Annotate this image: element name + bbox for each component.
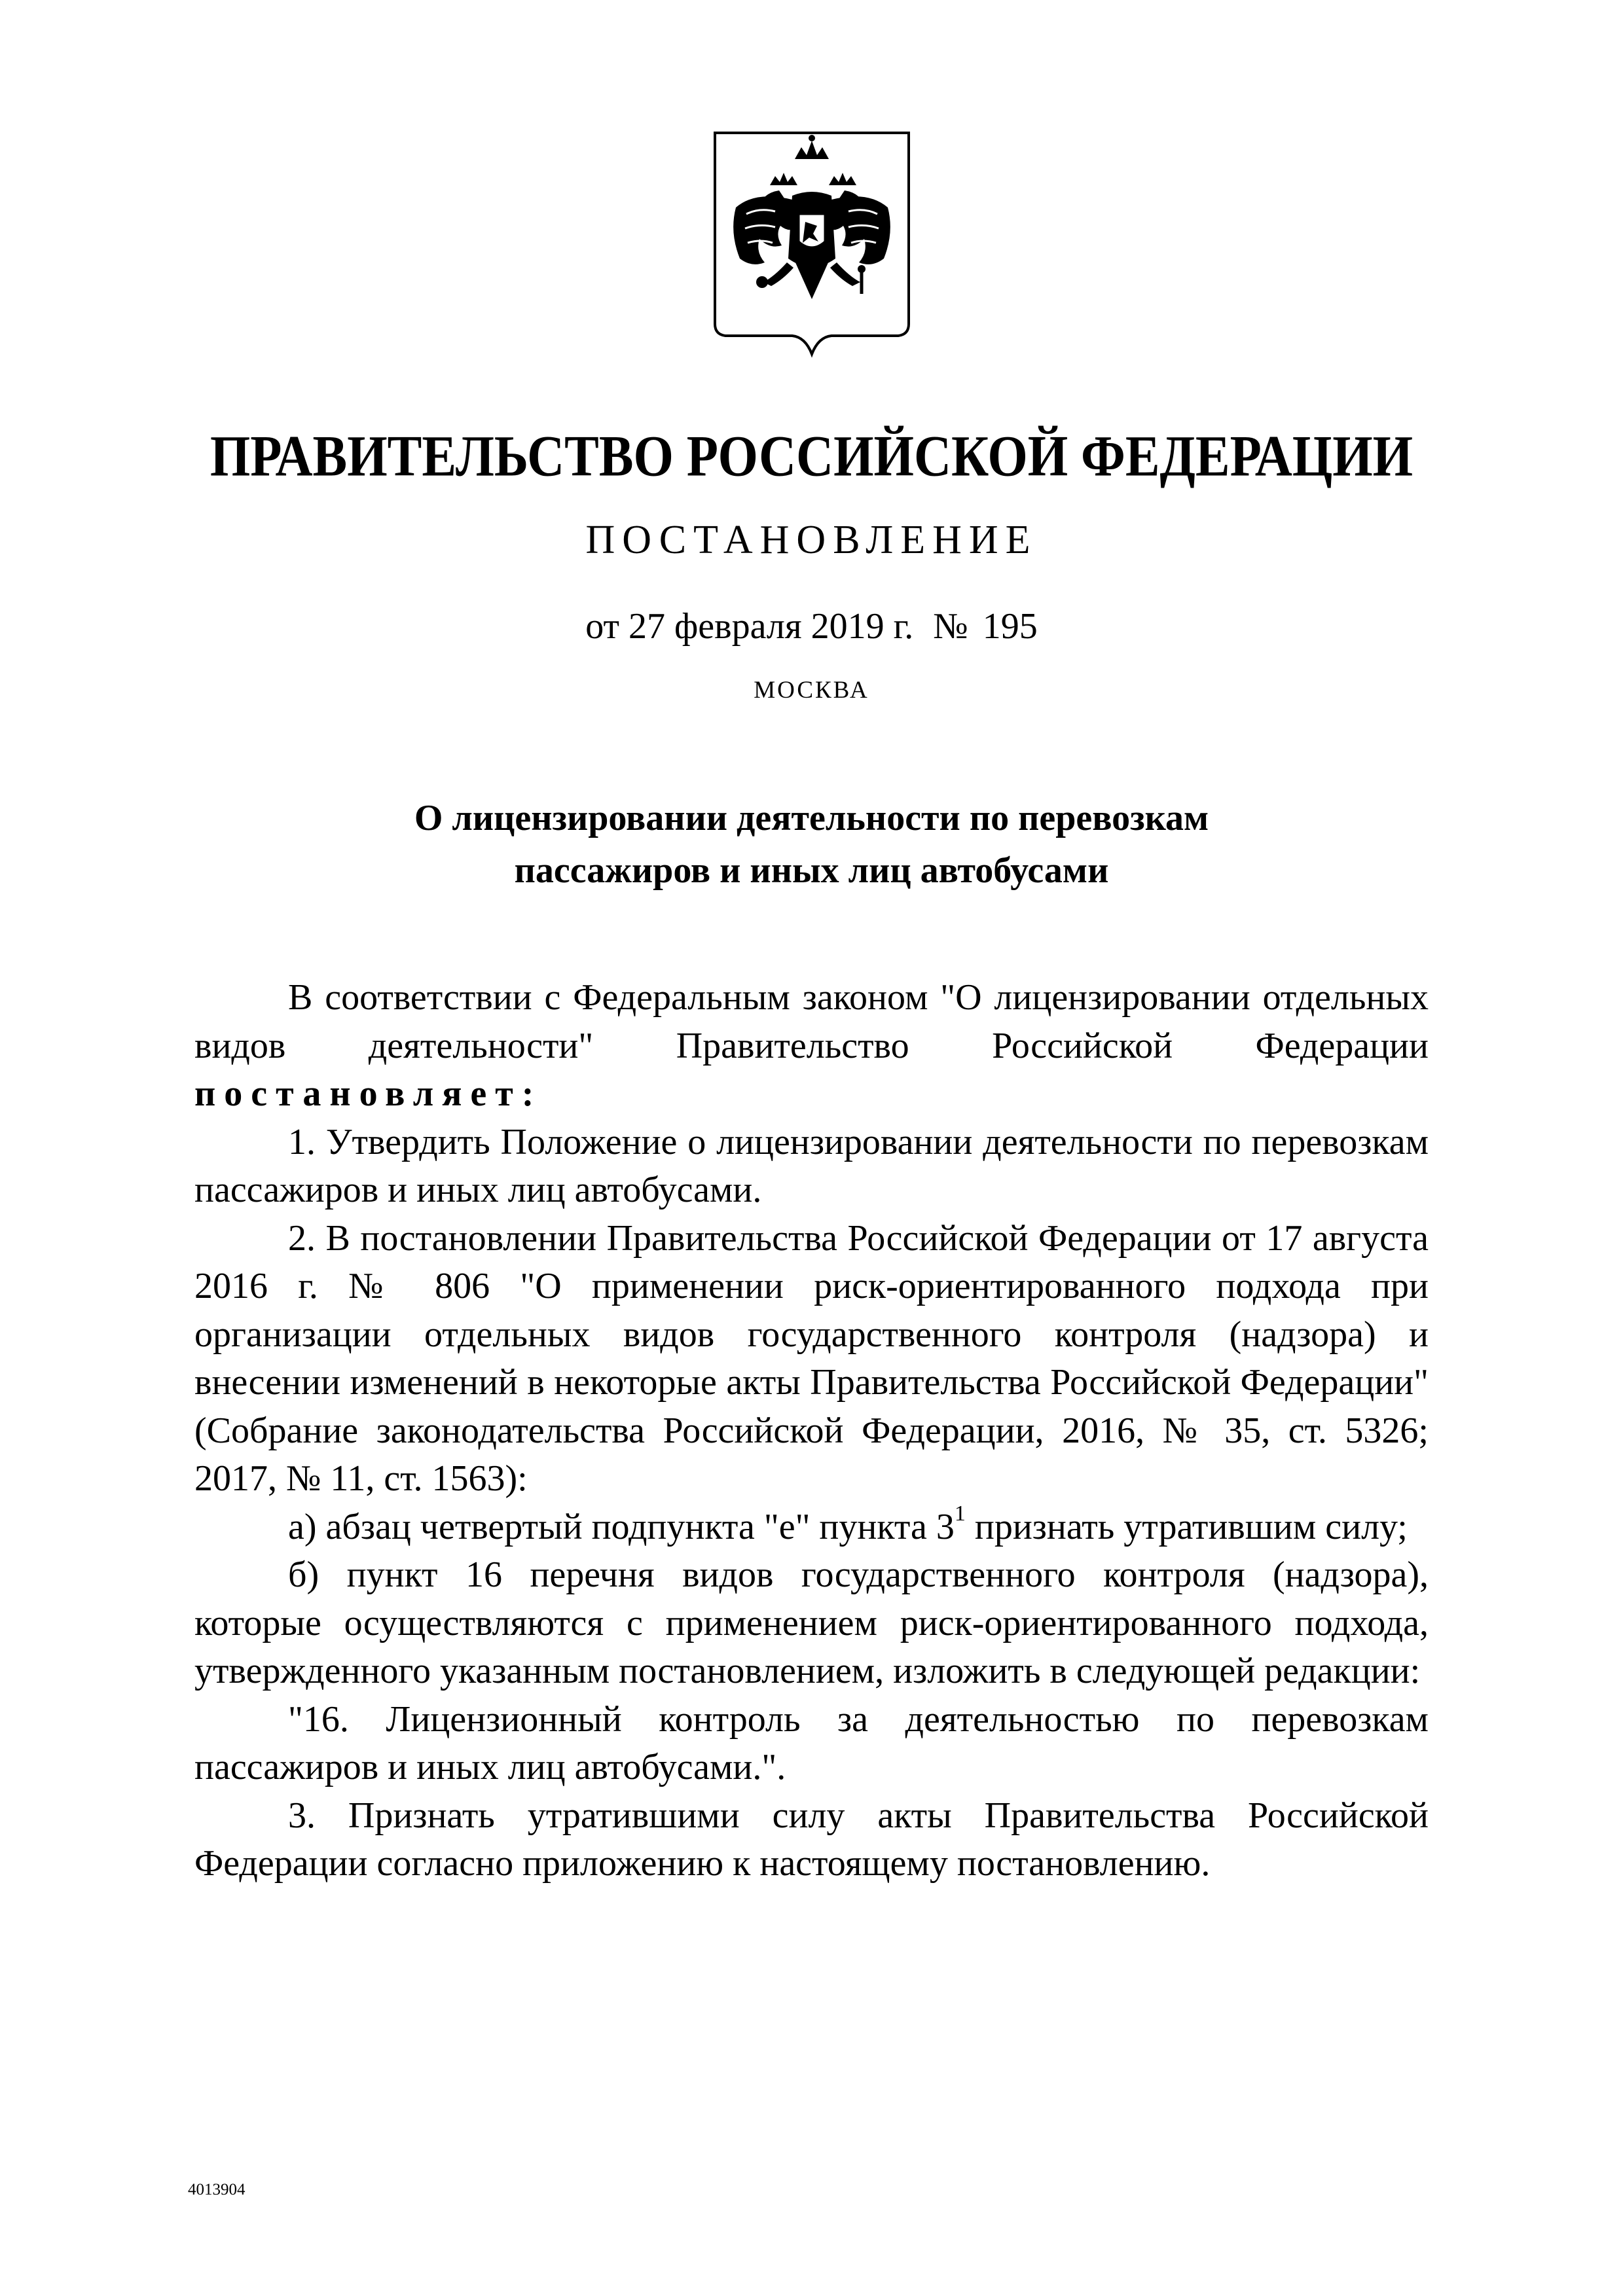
paragraph-item-2b: б) пункт 16 перечня видов государственного контроля (надзора), которые осуществляются с применением риск-ориентированного подхода, утвержденного указанным постановлением, изложить в следующей редакции: [194,1554,1429,1691]
paragraph-item-2a [194,1503,1429,1552]
document-heading [0,792,1623,897]
document-date-line [0,605,1623,647]
document-date: от 27 февраля 2019 г. [585,606,914,647]
document-number: 195 [982,606,1038,647]
paragraph-item-1: 1. Утвердить Положение о лицензировании деятельности по перевозкам пассажиров и иных лиц автобусами. [194,1121,1429,1210]
heading-line-2: пассажиров и иных лиц автобусами [514,850,1109,891]
document-body [194,974,1429,1888]
double-headed-eagle-icon [710,128,914,361]
government-title: ПРАВИТЕЛЬСТВО РОССИЙСКОЙ ФЕДЕРАЦИИ [210,425,1413,489]
paragraph-item-2: 2. В постановлении Правительства Российской Федерации от 17 августа 2016 г. № 806 "О применении риск-ориентированного подхода при организации отдельных видов государственного контроля (надзора) и внесении изменений в некоторые акты Правительства Российской Федерации" (Собрание законодательства Российской Федерации, 2016, № 35, ст. 5326; 2017, № 11, ст. 1563): [194,1217,1429,1499]
resolves-word: постановляет: [194,1073,543,1114]
paragraph-preamble [194,974,1429,1119]
item-2a-text: а) абзац четвертый подпункта "е" пункта 3 [288,1506,955,1547]
preamble-text: В соответствии с Федеральным законом "О лицензировании отдельных видов деятельности" Правительство Российской Федерации [194,977,1429,1066]
footer-document-id: 4013904 [188,2181,246,2198]
document-type: ПОСТАНОВЛЕНИЕ [585,518,1038,562]
item-2a-text-end: признать утратившим силу; [965,1506,1408,1547]
heading-line-1: О лицензировании деятельности по перевозкам [414,798,1209,838]
number-label: № [933,606,968,647]
document-city: МОСКВА [754,677,869,704]
paragraph-quote: "16. Лицензионный контроль за деятельностью по перевозкам пассажиров и иных лиц автобусами.". [194,1698,1429,1787]
paragraph-item-3: 3. Признать утратившими силу акты Правительства Российской Федерации согласно приложению к настоящему постановлению. [194,1795,1429,1884]
superscript: 1 [954,1501,966,1526]
coat-of-arms-emblem [710,128,914,361]
